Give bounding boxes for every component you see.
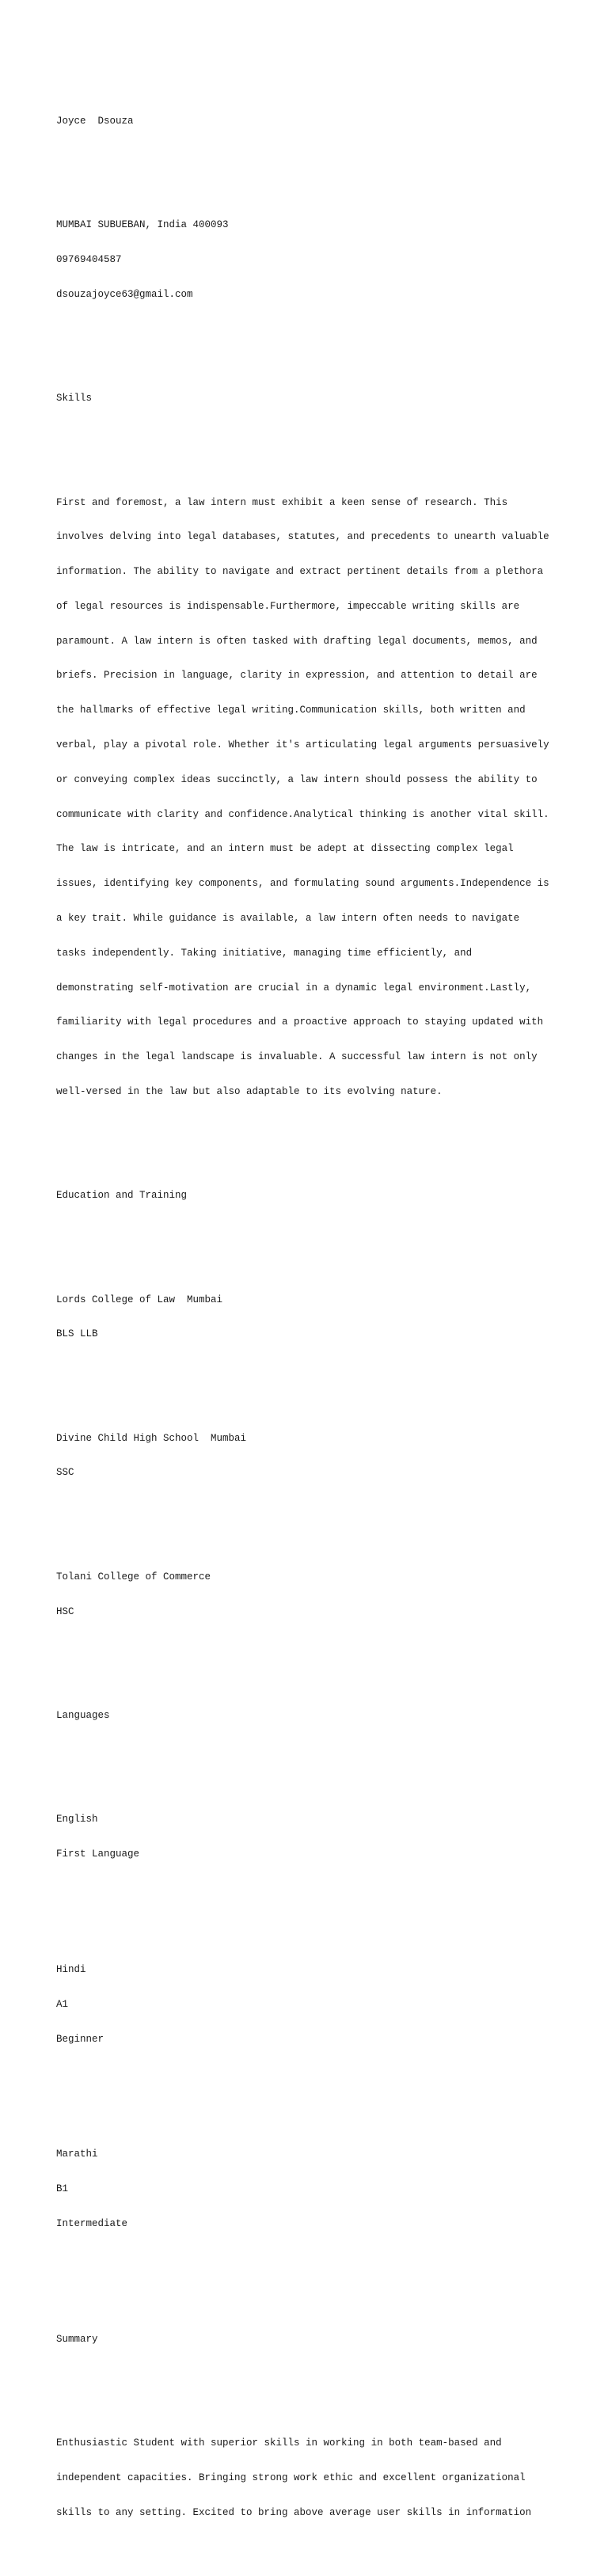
education-entry [56, 1548, 563, 1641]
summary-heading: Summary [56, 2333, 98, 2345]
languages-heading: Languages [56, 1709, 110, 1721]
skills-line: information. The ability to navigate and extract pertinent details from a plethora [56, 566, 544, 578]
skills-line: involves delving into legal databases, statutes, and precedents to unearth valuable [56, 531, 549, 543]
language-code: A1 [56, 1998, 69, 2010]
skills-line: briefs. Precision in language, clarity in expression, and attention to detail are [56, 670, 538, 682]
skills-heading-block [56, 370, 563, 427]
skills-line: demonstrating self-motivation are crucial in a dynamic legal environment.Lastly, [56, 982, 532, 994]
language-code: B1 [56, 2183, 69, 2195]
address: MUMBAI SUBUEBAN, India 400093 [56, 219, 229, 231]
skills-line: issues, identifying key components, and formulating sound arguments.Independence is [56, 878, 549, 890]
education-heading-block [56, 1167, 563, 1225]
education-heading: Education and Training [56, 1190, 188, 1202]
skills-line: communicate with clarity and confidence.Analytical thinking is another vital skill. [56, 808, 549, 820]
education-institution: Divine Child High School Mumbai [56, 1432, 247, 1444]
language-entry-hindi [56, 1941, 563, 2069]
contact-details [56, 196, 563, 324]
language-entry-marathi [56, 2126, 563, 2253]
education-entry [56, 1409, 563, 1502]
education-degree: HSC [56, 1605, 74, 1617]
skills-line: The law is intricate, and an intern must be adept at dissecting complex legal [56, 843, 514, 855]
skills-paragraph [56, 473, 563, 1120]
skills-line: verbal, play a pivotal role. Whether it's articulating legal arguments persuasively [56, 739, 549, 751]
language-entry-english [56, 1791, 563, 1883]
skills-line: paramount. A law intern is often tasked with drafting legal documents, memos, and [56, 635, 538, 647]
skills-heading: Skills [56, 393, 93, 405]
skills-line: the hallmarks of effective legal writing.Communication skills, both written and [56, 705, 526, 716]
skills-line: familiarity with legal procedures and a proactive approach to staying updated with [56, 1016, 544, 1028]
summary-line: skills to any setting. Excited to bring above average user skills in information [56, 2506, 532, 2518]
summary-paragraph [56, 2415, 563, 2542]
summary-line: Enthusiastic Student with superior skills in working in both team-based and [56, 2437, 502, 2449]
education-degree: BLS LLB [56, 1328, 98, 1340]
email: dsouzajoyce63@gmail.com [56, 288, 193, 300]
skills-line: a key trait. While guidance is available, a law intern often needs to navigate [56, 912, 520, 924]
skills-line: tasks independently. Taking initiative, managing time efficiently, and [56, 947, 473, 959]
resume-document [56, 58, 563, 2576]
skills-line: well-versed in the law but also adaptable to its evolving nature. [56, 1085, 443, 1097]
language-level: Intermediate [56, 2218, 128, 2230]
language-level: First Language [56, 1848, 140, 1860]
language-name: English [56, 1814, 98, 1826]
language-name: Marathi [56, 2149, 98, 2160]
summary-line: independent capacities. Bringing strong work ethic and excellent organizational [56, 2472, 526, 2484]
language-level: Beginner [56, 2033, 104, 2045]
language-name: Hindi [56, 1963, 86, 1975]
candidate-name: Joyce Dsouza [56, 115, 134, 127]
contact-name-block [56, 93, 563, 150]
summary-heading-block [56, 2311, 563, 2369]
languages-heading-block [56, 1687, 563, 1745]
education-entry [56, 1271, 563, 1363]
education-institution: Tolani College of Commerce [56, 1571, 211, 1582]
skills-line: First and foremost, a law intern must exhibit a keen sense of research. This [56, 496, 508, 508]
phone: 09769404587 [56, 254, 122, 266]
skills-line: of legal resources is indispensable.Furthermore, impeccable writing skills are [56, 600, 520, 612]
skills-line: or conveying complex ideas succinctly, a law intern should possess the ability to [56, 773, 538, 785]
skills-line: changes in the legal landscape is invaluable. A successful law intern is not only [56, 1051, 538, 1063]
education-degree: SSC [56, 1467, 74, 1479]
education-institution: Lords College of Law Mumbai [56, 1294, 223, 1305]
